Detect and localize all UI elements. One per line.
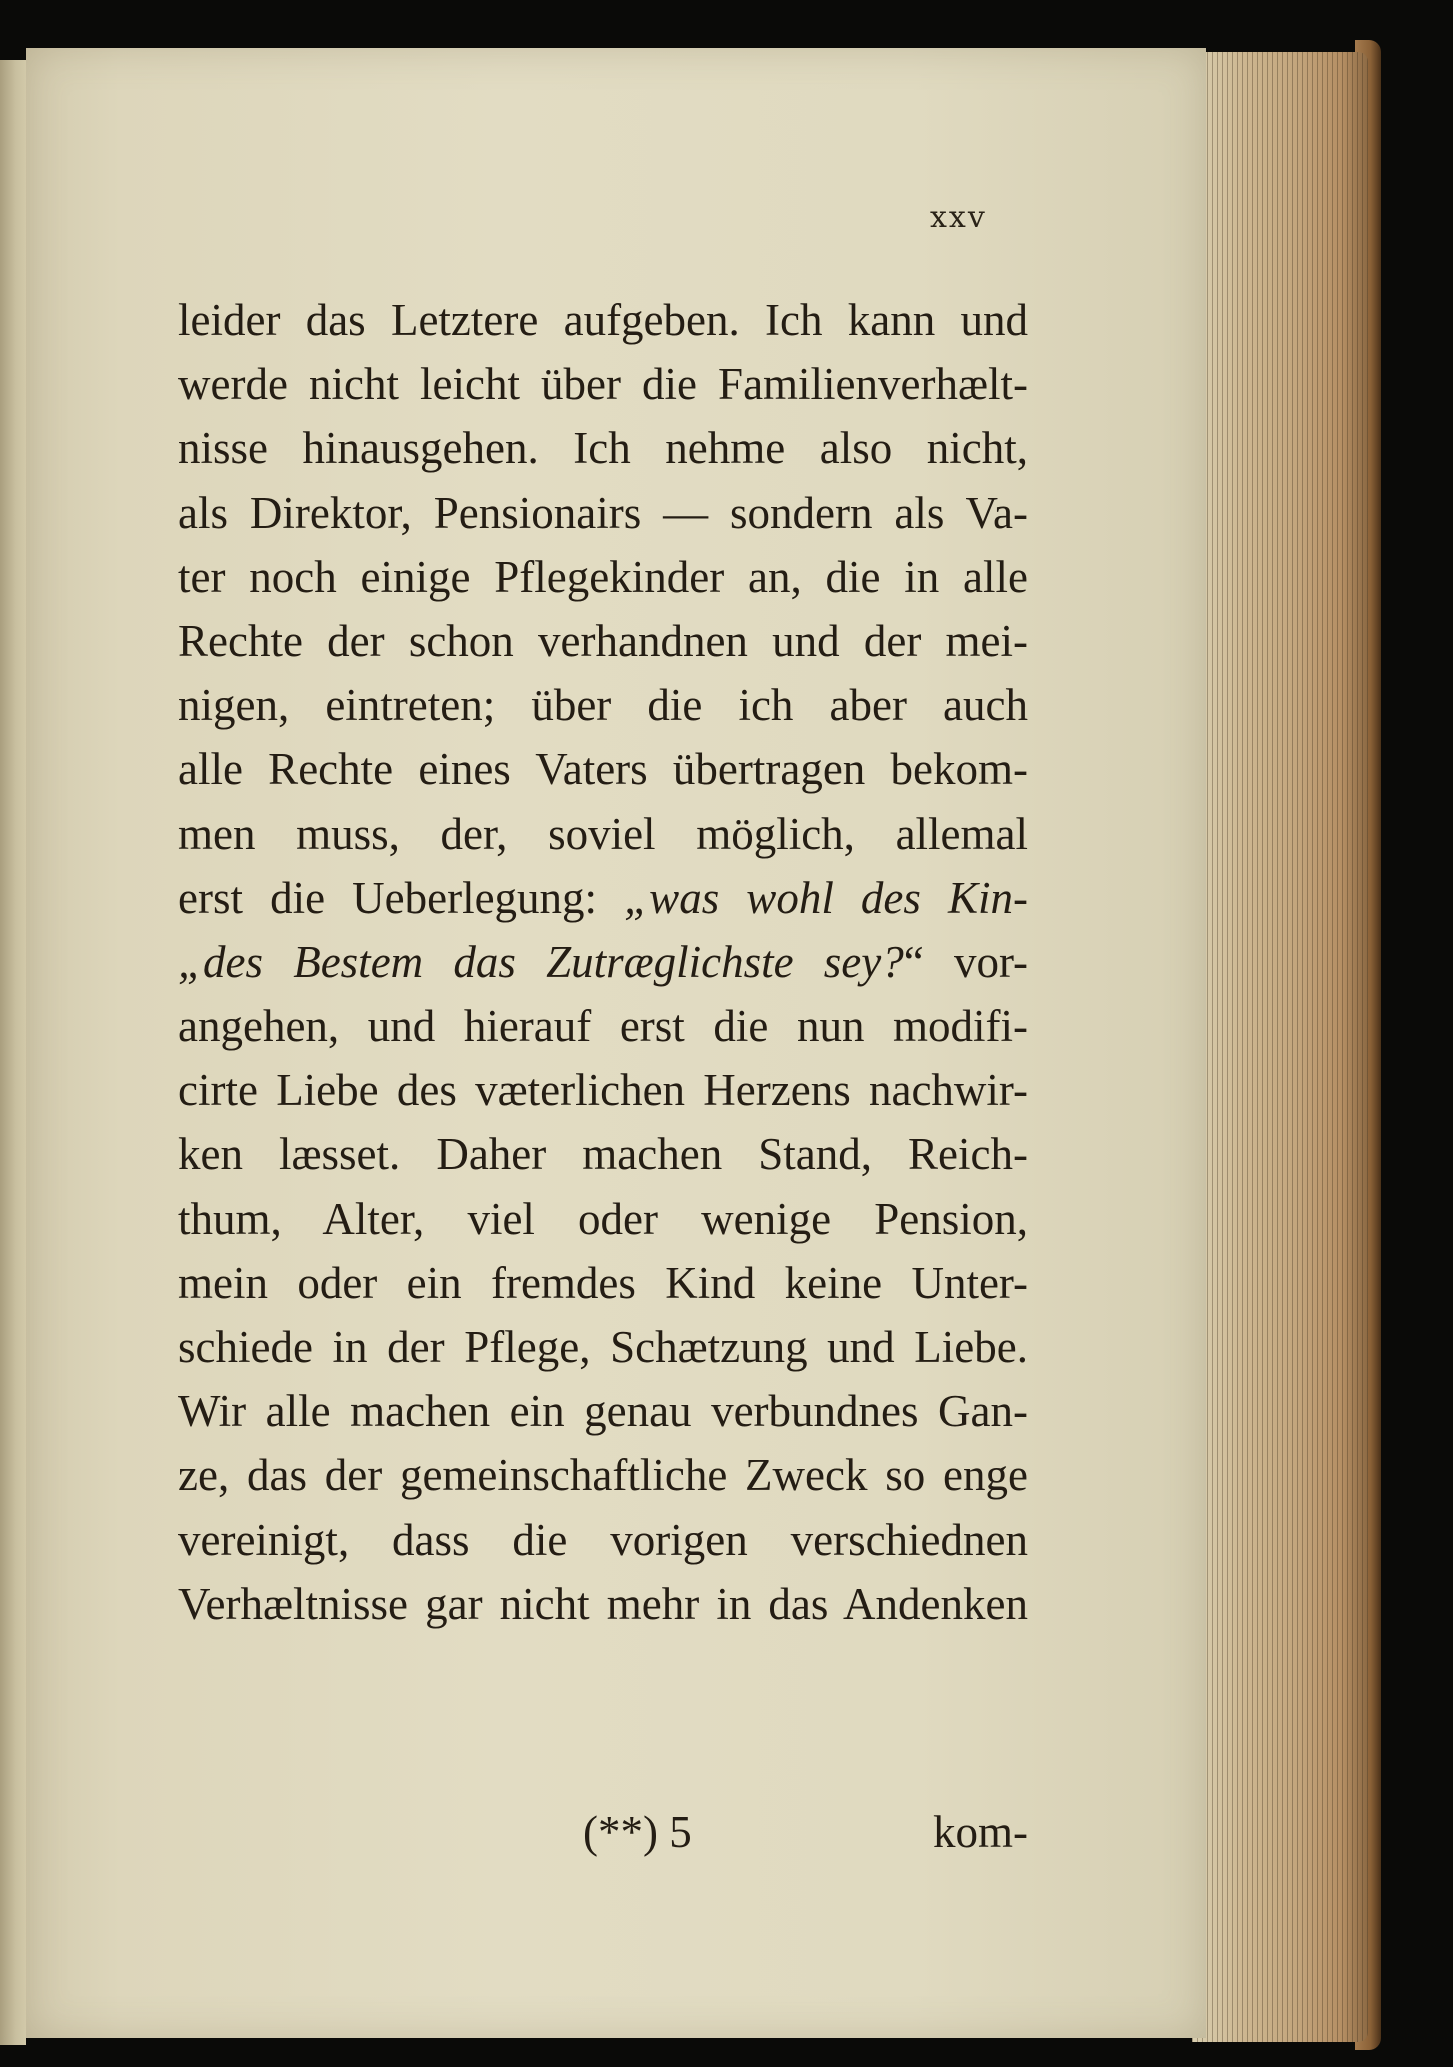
footer-line: [178, 1800, 1028, 1864]
text-line: Verhæltnisse gar nicht mehr in das Andenken: [178, 1578, 1028, 1629]
text-line: mein oder ein fremdes Kind keine Unter-: [178, 1257, 1028, 1308]
page-block-edges: [1192, 52, 1368, 2042]
text-line: als Direktor, Pensionairs — sondern als Va-: [178, 487, 1028, 538]
text-line: ze, das der gemeinschaftliche Zweck so enge: [178, 1450, 1028, 1501]
text-line: ter noch einige Pflegekinder an, die in alle: [178, 551, 1028, 602]
text-segment: “ vor-: [903, 936, 1029, 987]
text-line: angehen, und hierauf erst die nun modifi-: [178, 1001, 1028, 1052]
text-line: Rechte der schon verhandnen und der mei-: [178, 615, 1028, 666]
text-line: schiede in der Pflege, Schætzung und Liebe.: [178, 1322, 1028, 1372]
text-line: alle Rechte eines Vaters übertragen bekom-: [178, 744, 1028, 795]
text-line: nigen, eintreten; über die ich aber auch: [178, 680, 1028, 731]
signature-mark: (**) 5: [583, 1807, 692, 1857]
text-line: werde nicht leicht über die Familienverhælt-: [178, 359, 1028, 410]
text-segment: erst die Ueberlegung:: [178, 872, 625, 923]
text-line: leider das Letztere aufgeben. Ich kann und: [178, 295, 1028, 345]
italic-quote: „was wohl des Kin-: [624, 872, 1029, 923]
left-page-edge: [0, 60, 26, 2045]
text-line: thum, Alter, viel oder wenige Pension,: [178, 1193, 1028, 1244]
page-number: xxv: [930, 200, 987, 235]
italic-quote: „des Bestem das Zutræglichste sey?: [178, 936, 904, 987]
body-text: [178, 288, 1028, 1636]
text-line: [178, 866, 1028, 930]
text-line: cirte Liebe des væterlichen Herzens nachwir-: [178, 1065, 1028, 1116]
catchword: kom-: [933, 1807, 1028, 1857]
text-line: ken læsset. Daher machen Stand, Reich-: [178, 1129, 1028, 1180]
text-line: Wir alle machen ein genau verbundnes Gan-: [178, 1386, 1028, 1437]
text-line: men muss, der, soviel möglich, allemal: [178, 808, 1028, 859]
text-line: vereinigt, dass die vorigen verschiednen: [178, 1514, 1028, 1565]
text-line: nisse hinausgehen. Ich nehme also nicht,: [178, 423, 1028, 474]
text-line: [178, 930, 1028, 994]
